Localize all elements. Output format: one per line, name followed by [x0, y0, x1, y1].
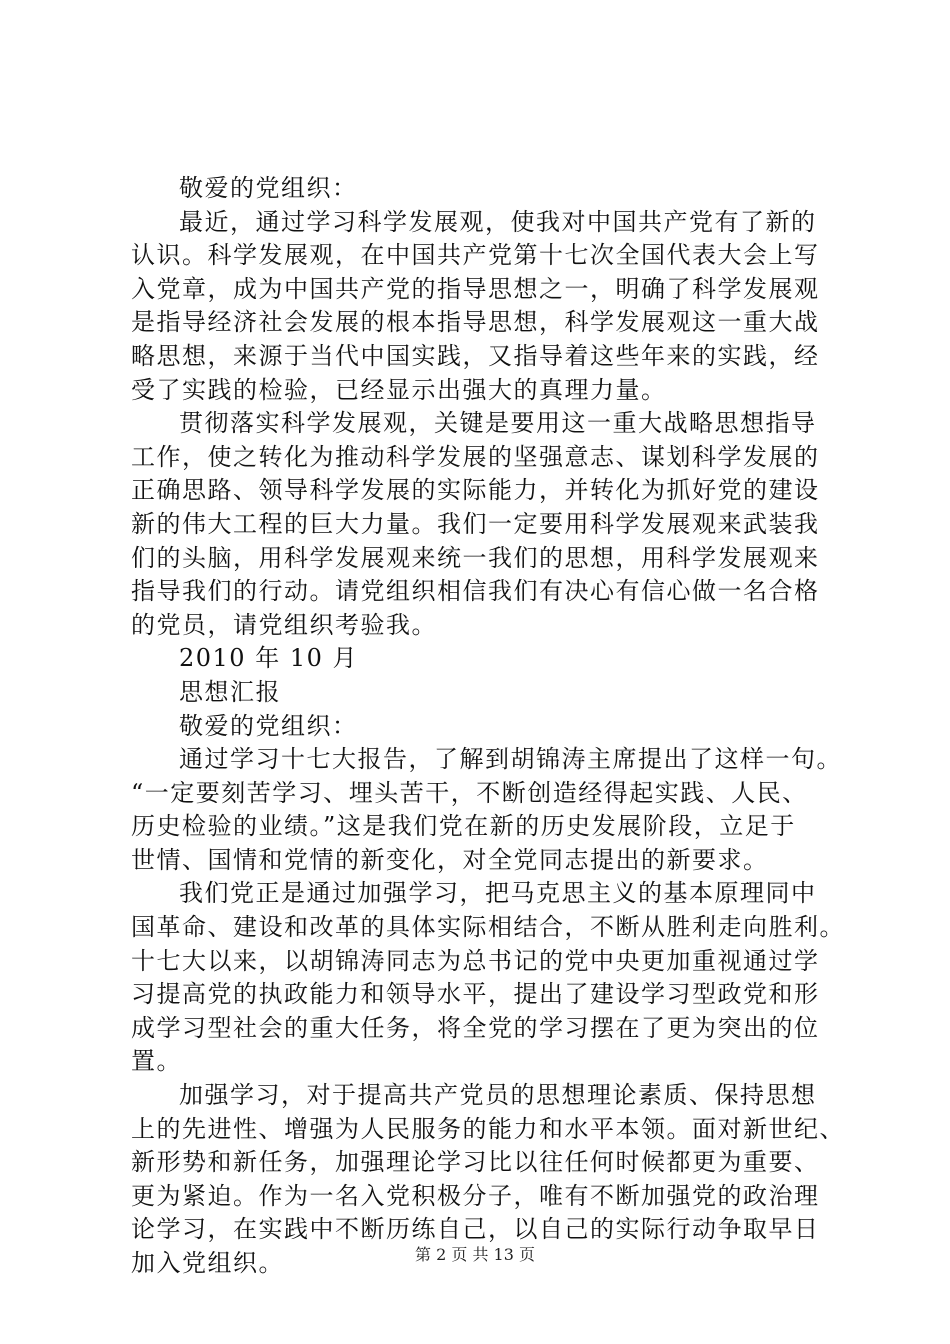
text-line: 我们党正是通过加强学习，把马克思主义的基本原理同中: [179, 879, 817, 908]
text-line: 通过学习十七大报告，了解到胡锦涛主席提出了这样一句。: [179, 745, 842, 774]
text-line: 是指导经济社会发展的根本指导思想，科学发展观这一重大战: [131, 308, 820, 337]
page-footer: 第 2 页 共 13 页: [415, 1245, 535, 1264]
text-line: 2010 年 10 月: [179, 644, 359, 673]
text-line: 更为紧迫。作为一名入党积极分子，唯有不断加强党的政治理: [131, 1181, 820, 1210]
text-line: 敬爱的党组织：: [179, 711, 358, 740]
text-line: 入党章，成为中国共产党的指导思想之一，明确了科学发展观: [131, 274, 820, 303]
text-line: 工作，使之转化为推动科学发展的坚强意志、谋划科学发展的: [131, 442, 820, 471]
text-line: 受了实践的检验，已经显示出强大的真理力量。: [131, 375, 667, 404]
text-line: 敬爱的党组织：: [179, 174, 358, 202]
text-line: 加强学习，对于提高共产党员的思想理论素质、保持思想: [179, 1081, 817, 1110]
text-line: 新的伟大工程的巨大力量。我们一定要用科学发展观来武装我: [131, 509, 820, 538]
text-line: 贯彻落实科学发展观，关键是要用这一重大战略思想指导: [179, 409, 817, 438]
text-line: 新形势和新任务，加强理论学习比以往任何时候都更为重要、: [131, 1148, 820, 1177]
text-line: 习提高党的执政能力和领导水平，提出了建设学习型政党和形: [131, 980, 820, 1009]
text-line: 历史检验的业绩。”这是我们党在新的历史发展阶段，立足于: [131, 812, 796, 841]
text-line: 最近，通过学习科学发展观，使我对中国共产党有了新的: [179, 207, 817, 236]
text-line: 思想汇报: [179, 677, 281, 706]
text-line: 论学习，在实践中不断历练自己，以自己的实际行动争取早日: [131, 1215, 820, 1244]
text-line: 的党员，请党组织考验我。: [131, 610, 437, 639]
text-line: 世情、国情和党情的新变化，对全党同志提出的新要求。: [131, 845, 769, 874]
text-line: 加入党组织。: [131, 1249, 284, 1277]
text-line: 置。: [131, 1047, 182, 1076]
text-line: “一定要刻苦学习、埋头苦干，不断创造经得起实践、人民、: [131, 778, 808, 807]
document-body: [131, 172, 845, 1281]
text-line: 上的先进性、增强为人民服务的能力和水平本领。面对新世纪、: [131, 1114, 845, 1143]
text-line: 十七大以来，以胡锦涛同志为总书记的党中央更加重视通过学: [131, 946, 820, 975]
text-line: 指导我们的行动。请党组织相信我们有决心有信心做一名合格: [131, 577, 820, 606]
text-line: 略思想，来源于当代中国实践，又指导着这些年来的实践，经: [131, 341, 820, 370]
text-line: 国革命、建设和改革的具体实际相结合，不断从胜利走向胜利。: [131, 913, 845, 942]
text-line: 成学习型社会的重大任务，将全党的学习摆在了更为突出的位: [131, 1013, 820, 1042]
text-line: 正确思路、领导科学发展的实际能力，并转化为抓好党的建设: [131, 476, 820, 505]
text-line: 们的头脑，用科学发展观来统一我们的思想，用科学发展观来: [131, 543, 820, 572]
text-line: 认识。科学发展观，在中国共产党第十七次全国代表大会上写: [131, 241, 820, 270]
